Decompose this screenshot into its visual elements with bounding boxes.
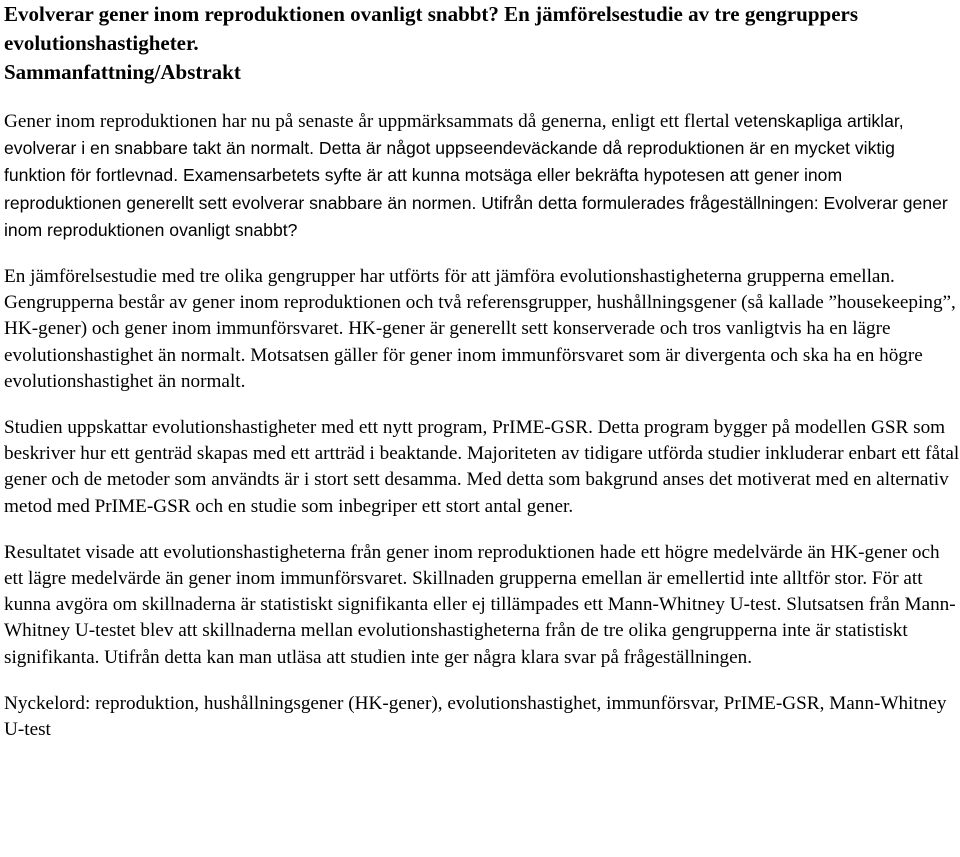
abstract-paragraph-2: En jämförelsestudie med tre olika gengrupper har utförts för att jämföra evolutionshastigheterna grupperna emellan. Gengrupperna består av gener inom reproduktionen och två referensgrupper, hushållningsgener (så kallade ”housekeeping”, HK-gener) och gener inom immunförsvaret. HK-gener är generellt sett konserverade och tros vanligtvis ha en lägre evolutionshastighet än normalt. Motsatsen gäller för gener inom immunförsvaret som är divergenta och ska ha en högre evolutionshastighet än normalt.	[4, 266, 956, 392]
abstract-paragraph-1	[4, 108, 960, 244]
abstract-paragraph-4: Resultatet visade att evolutionshastigheterna från gener inom reproduktionen hade ett högre medelvärde än HK-gener och ett lägre medelvärde än gener inom immunförsvaret. Skillnaden grupperna emellan är emellertid inte alltför stor. För att kunna avgöra om skillnaderna är statistiskt signifikanta eller ej tillämpades ett Mann-Whitney U-test. Slutsatsen från Mann-Whitney U-testet blev att skillnaderna mellan evolutionshastigheterna från de tre olika gengrupperna inte är statistiskt signifikanta. Utifrån detta kan man utläsa att studien inte ger några klara svar på frågeställningen.	[4, 541, 956, 668]
keywords-paragraph: Nyckelord: reproduktion, hushållningsgener (HK-gener), evolutionshastighet, immunförsvar, PrIME-GSR, Mann-Whitney U-test	[4, 692, 947, 741]
abstract-paragraph-1-intro: Gener inom reproduktionen har nu på senaste år uppmärksammats då generna, enligt ett flertal	[4, 111, 730, 132]
abstract-paragraph-3: Studien uppskattar evolutionshastigheter med ett nytt program, PrIME-GSR. Detta program bygger på modellen GSR som beskriver hur ett genträd skapas med ett artträd i beaktande. Majoriteten av tidigare utförda studier inkluderar enbart ett fåtal gener och de metoder som användts är i stort sett desamma. Med detta som bakgrund anses det motiverat med en alternativ metod med PrIME-GSR och en studie som inbegriper ett stort antal gener.	[4, 417, 960, 517]
abstract-heading: Sammanfattning/Abstrakt	[4, 60, 241, 84]
abstract-paragraph-1-body: vetenskapliga artiklar, evolverar i en snabbare takt än normalt. Detta är något uppseendeväckande då reproduktionen är en mycket viktig funktion för fortlevnad. Examensarbetets syfte är att kunna motsäga eller bekräfta hypotesen att gener inom reproduktionen generellt sett evolverar snabbare än normen. Utifrån detta formulerades frågeställningen: Evolverar gener inom reproduktionen ovanligt snabbt?	[4, 111, 948, 240]
document-title: Evolverar gener inom reproduktionen ovanligt snabbt? En jämförelsestudie av tre gengruppers evolutionshastigheter.	[4, 2, 859, 55]
